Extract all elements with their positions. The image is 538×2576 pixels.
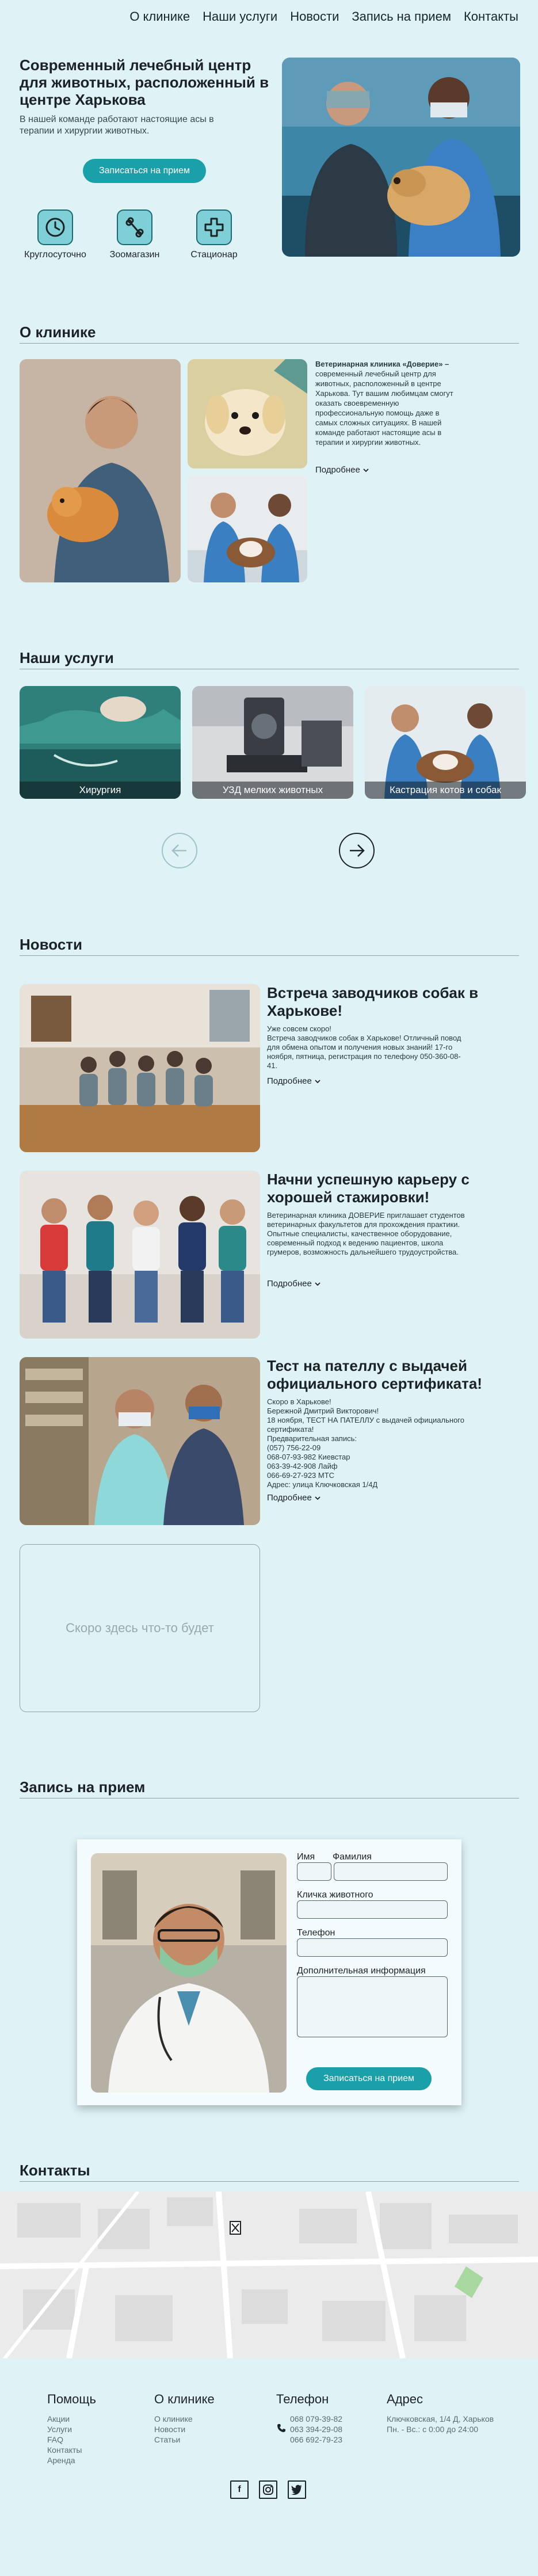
footer-link[interactable]: Статьи — [154, 2435, 181, 2444]
about-more-link[interactable] — [315, 465, 369, 475]
footer-link[interactable]: Акции — [47, 2414, 70, 2423]
hero-subtitle: В нашей команде работают настоящие асы в терапии и хирургии животных. — [20, 115, 214, 136]
news-more-link[interactable] — [267, 1493, 321, 1503]
facebook-link[interactable] — [230, 2480, 249, 2499]
chevron-down-icon — [363, 467, 369, 474]
news-line: 066-69-27-923 МТС — [267, 1471, 335, 1480]
chevron-down-icon — [314, 1281, 321, 1287]
footer-link[interactable]: Контакты — [47, 2445, 82, 2455]
phone-block — [276, 2414, 342, 2445]
pet-name-label: Кличка животного — [297, 1890, 373, 1900]
news-line: Бережной Дмитрий Викторович! — [267, 1407, 379, 1415]
news-line: Ветеринарная клиника ДОВЕРИЕ приглашает студентов ветеринарных факультетов для прохождения практики. Опытные специалисты, качественное оборудование, современный подход к ведению пациентов, школа грумеров, возможность дальнейшего трудоустройства. — [267, 1211, 465, 1256]
hours-line: Пн. - Вс.: с 0:00 до 24:00 — [387, 2425, 479, 2434]
footer-heading: О клинике — [154, 2392, 215, 2406]
nav-appointment[interactable]: Запись на прием — [352, 9, 451, 24]
news-headline: Встреча заводчиков собак в Харькове! — [267, 984, 479, 1019]
nav-contacts[interactable]: Контакты — [463, 9, 518, 24]
news-line: Адрес: улица Ключковская 1/4Д — [267, 1480, 378, 1489]
name-label: Имя — [297, 1852, 315, 1862]
hero-vets-dog-photo — [282, 58, 520, 257]
chevron-down-icon — [314, 1078, 321, 1085]
vets-examining-dog-photo — [188, 475, 307, 582]
news-more-link[interactable] — [267, 1076, 321, 1086]
news-headline: Начни успешную карьеру с хорошей стажировки! — [267, 1171, 470, 1206]
arrow-right-icon — [338, 832, 375, 869]
phone-icon — [276, 2423, 287, 2433]
services-title: Наши услуги — [20, 649, 114, 666]
facebook-icon: f — [238, 2484, 241, 2494]
contacts-title: Контакты — [20, 2162, 90, 2179]
about-lead: Ветеринарная клиника «Доверие» – — [315, 360, 449, 368]
footer-address — [387, 2392, 494, 2434]
phone-number[interactable]: 068 079-39-82 — [290, 2414, 343, 2423]
footer-link[interactable]: Аренда — [47, 2456, 75, 2465]
news-image-meeting — [20, 984, 260, 1152]
phone-label: Телефон — [297, 1928, 335, 1938]
news-image-patella-test — [20, 1357, 260, 1525]
bone-icon — [117, 209, 152, 245]
arrow-left-icon — [161, 832, 198, 869]
submit-appointment-button[interactable]: Записаться на прием — [306, 2067, 432, 2090]
footer-help — [47, 2392, 96, 2466]
news-headline: Тест на пателлу с выдачей официального сертификата! — [267, 1357, 482, 1392]
footer-heading: Телефон — [276, 2392, 329, 2406]
feature-24h — [26, 209, 84, 260]
footer-phone — [276, 2392, 342, 2445]
section-divider — [20, 343, 519, 344]
more-label: Подробнее — [267, 1493, 312, 1503]
clock-icon — [37, 209, 73, 245]
chevron-down-icon — [314, 1495, 321, 1502]
carousel-next-button[interactable] — [338, 832, 375, 869]
news-line: 18 ноября, ТЕСТ НА ПАТЕЛЛУ с выдачей официального сертификата! — [267, 1416, 464, 1434]
hero-appointment-button[interactable]: Записаться на прием — [83, 159, 206, 183]
footer-clinic — [154, 2392, 215, 2445]
news-body — [267, 1211, 468, 1257]
name-input[interactable] — [297, 1862, 331, 1881]
feature-label: Зоомагазин — [109, 250, 160, 260]
section-divider — [20, 955, 519, 956]
carousel-prev-button[interactable] — [161, 832, 198, 869]
news-body — [267, 1397, 468, 1489]
news-line: 068-07-93-982 Киевстар — [267, 1453, 350, 1461]
news-line: Уже совсем скоро! — [267, 1024, 331, 1033]
twitter-icon — [291, 2484, 303, 2495]
news-image-interns — [20, 1171, 260, 1339]
service-card-castration[interactable] — [365, 686, 526, 799]
service-label: УЗД мелких животных — [192, 782, 353, 799]
surname-label: Фамилия — [333, 1852, 372, 1862]
news-line: Встреча заводчиков собак в Харькове! Отличный повод для обмена опытом и получения новых знаний! 17-го ноября, пятница, регистрация по телефону 050-360-08-41. — [267, 1034, 461, 1070]
service-label: Хирургия — [20, 782, 181, 799]
more-label: Подробнее — [267, 1076, 312, 1086]
coming-soon-card — [20, 1544, 260, 1712]
phone-input[interactable] — [297, 1938, 448, 1957]
cross-icon — [196, 209, 232, 245]
hero-title: Современный лечебный центр для животных, расположенный в центре Харькова — [20, 56, 269, 108]
service-card-surgery[interactable] — [20, 686, 181, 799]
footer-link[interactable]: Услуги — [47, 2425, 73, 2434]
vet-with-dog-photo — [20, 359, 181, 582]
instagram-icon — [262, 2484, 274, 2495]
pet-name-input[interactable] — [297, 1900, 448, 1919]
news-line: Предварительная запись: — [267, 1434, 357, 1443]
more-label: Подробнее — [315, 465, 360, 475]
info-label: Дополнительная информация — [297, 1966, 426, 1976]
news-title: Новости — [20, 936, 83, 953]
footer-heading: Адрес — [387, 2392, 423, 2406]
nav-services[interactable]: Наши услуги — [203, 9, 278, 24]
about-body: современный лечебный центр для животных, расположенный в центре Харькова. Тут вашим любимцам смогут оказать своевременную профессиональную помощь даже в самых сложных ситуациях. В нашей команде работают настоящие асы в терапии и хирургии животных. — [315, 369, 453, 447]
nav-about[interactable]: О клинике — [129, 9, 190, 24]
section-divider — [20, 2181, 519, 2182]
features — [26, 209, 243, 260]
footer — [0, 2358, 538, 2576]
surname-input[interactable] — [334, 1862, 448, 1881]
footer-link[interactable]: FAQ — [47, 2435, 64, 2444]
twitter-link[interactable] — [288, 2480, 306, 2499]
news-body — [267, 1024, 468, 1070]
address-line: Ключковская, 1/4 Д, Харьков — [387, 2414, 494, 2423]
phone-numbers — [290, 2414, 342, 2445]
service-label: Кастрация котов и собак — [365, 782, 526, 799]
about-title: О клинике — [20, 323, 96, 341]
news-line: 063-39-42-908 Лайф — [267, 1462, 338, 1470]
map[interactable] — [0, 2192, 538, 2358]
doctor-photo — [91, 1853, 287, 2093]
instagram-link[interactable] — [259, 2480, 277, 2499]
about-text — [315, 359, 461, 447]
news-line: (057) 756-22-09 — [267, 1443, 321, 1452]
feature-label: Стационар — [190, 250, 238, 260]
footer-link[interactable]: Новости — [154, 2425, 186, 2434]
feature-hospital — [185, 209, 243, 260]
top-nav — [129, 9, 518, 24]
footer-heading: Помощь — [47, 2392, 96, 2406]
news-more-link[interactable] — [267, 1279, 321, 1289]
phone-number[interactable]: 063 394-29-08 — [290, 2425, 343, 2434]
info-textarea[interactable] — [297, 1976, 448, 2037]
news-line: Скоро в Харькове! — [267, 1397, 331, 1406]
appointment-title: Запись на прием — [20, 1778, 146, 1796]
footer-link[interactable]: О клинике — [154, 2414, 193, 2423]
appointment-form — [77, 1839, 461, 2105]
phone-number[interactable]: 066 692-79-23 — [290, 2435, 343, 2444]
nav-news[interactable]: Новости — [290, 9, 339, 24]
puppy-photo — [188, 359, 307, 468]
coming-soon-text: Скоро здесь что-то будет — [66, 1621, 214, 1635]
service-card-ultrasound[interactable] — [192, 686, 353, 799]
feature-label: Круглосуточно — [24, 250, 86, 260]
feature-petshop — [106, 209, 163, 260]
more-label: Подробнее — [267, 1279, 312, 1289]
